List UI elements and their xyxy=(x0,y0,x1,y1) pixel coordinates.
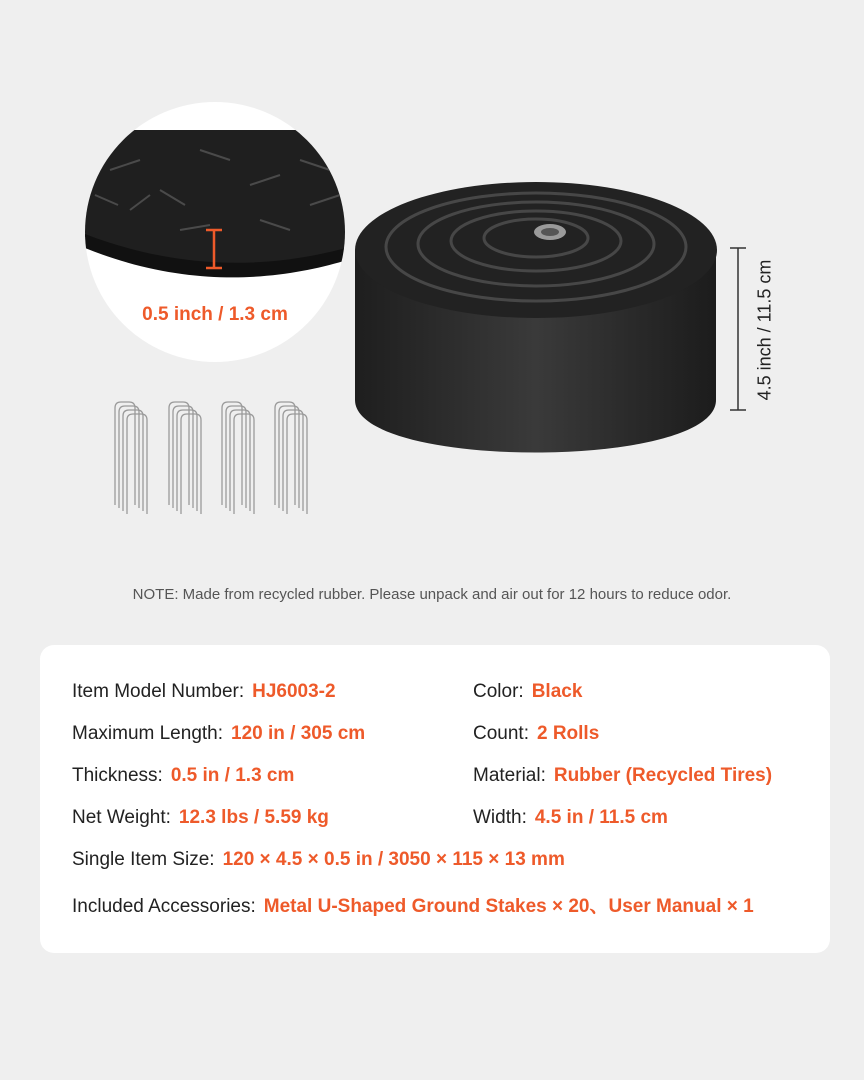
spec-value: 12.3 lbs / 5.59 kg xyxy=(178,807,329,828)
spec-value: HJ6003-2 xyxy=(252,681,336,702)
spec-label: Width: xyxy=(473,807,527,828)
spec-width xyxy=(473,807,668,829)
spec-value: Metal U-Shaped Ground Stakes × 20、User Manual × 1 xyxy=(263,896,754,917)
spec-label: Color: xyxy=(473,681,524,702)
spec-value: 0.5 in / 1.3 cm xyxy=(170,765,295,786)
spec-value: 2 Rolls xyxy=(536,723,600,744)
spec-value: 120 × 4.5 × 0.5 in / 3050 × 115 × 13 mm xyxy=(222,849,565,870)
height-label: 4.5 inch / 11.5 cm xyxy=(754,259,775,401)
spec-label: Maximum Length: xyxy=(72,723,224,744)
spec-label: Single Item Size: xyxy=(72,849,215,870)
ground-stakes-icon xyxy=(115,402,307,514)
rubber-roll xyxy=(355,182,717,453)
spec-label: Net Weight: xyxy=(72,807,171,828)
spec-accessories xyxy=(72,891,754,918)
spec-label: Thickness: xyxy=(72,765,163,786)
spec-label: Included Accessories: xyxy=(72,896,256,917)
spec-value: Black xyxy=(531,681,583,702)
spec-label: Material: xyxy=(473,765,546,786)
spec-value: 4.5 in / 11.5 cm xyxy=(534,807,668,828)
spec-color xyxy=(473,681,582,703)
spec-length xyxy=(72,723,365,745)
spec-material xyxy=(473,765,772,787)
odor-note: NOTE: Made from recycled rubber. Please unpack and air out for 12 hours to reduce odor. xyxy=(132,586,732,603)
specifications-card xyxy=(40,645,830,953)
height-dimension-marker xyxy=(730,248,746,410)
spec-size xyxy=(72,849,565,871)
spec-model xyxy=(72,681,336,703)
spec-label: Item Model Number: xyxy=(72,681,245,702)
spec-label: Count: xyxy=(473,723,529,744)
spec-thickness xyxy=(72,765,294,787)
spec-count xyxy=(473,723,599,745)
spec-weight xyxy=(72,807,329,829)
thickness-label: 0.5 inch / 1.3 cm xyxy=(142,304,288,325)
spec-value: 120 in / 305 cm xyxy=(231,723,366,744)
spec-value: Rubber (Recycled Tires) xyxy=(553,765,773,786)
